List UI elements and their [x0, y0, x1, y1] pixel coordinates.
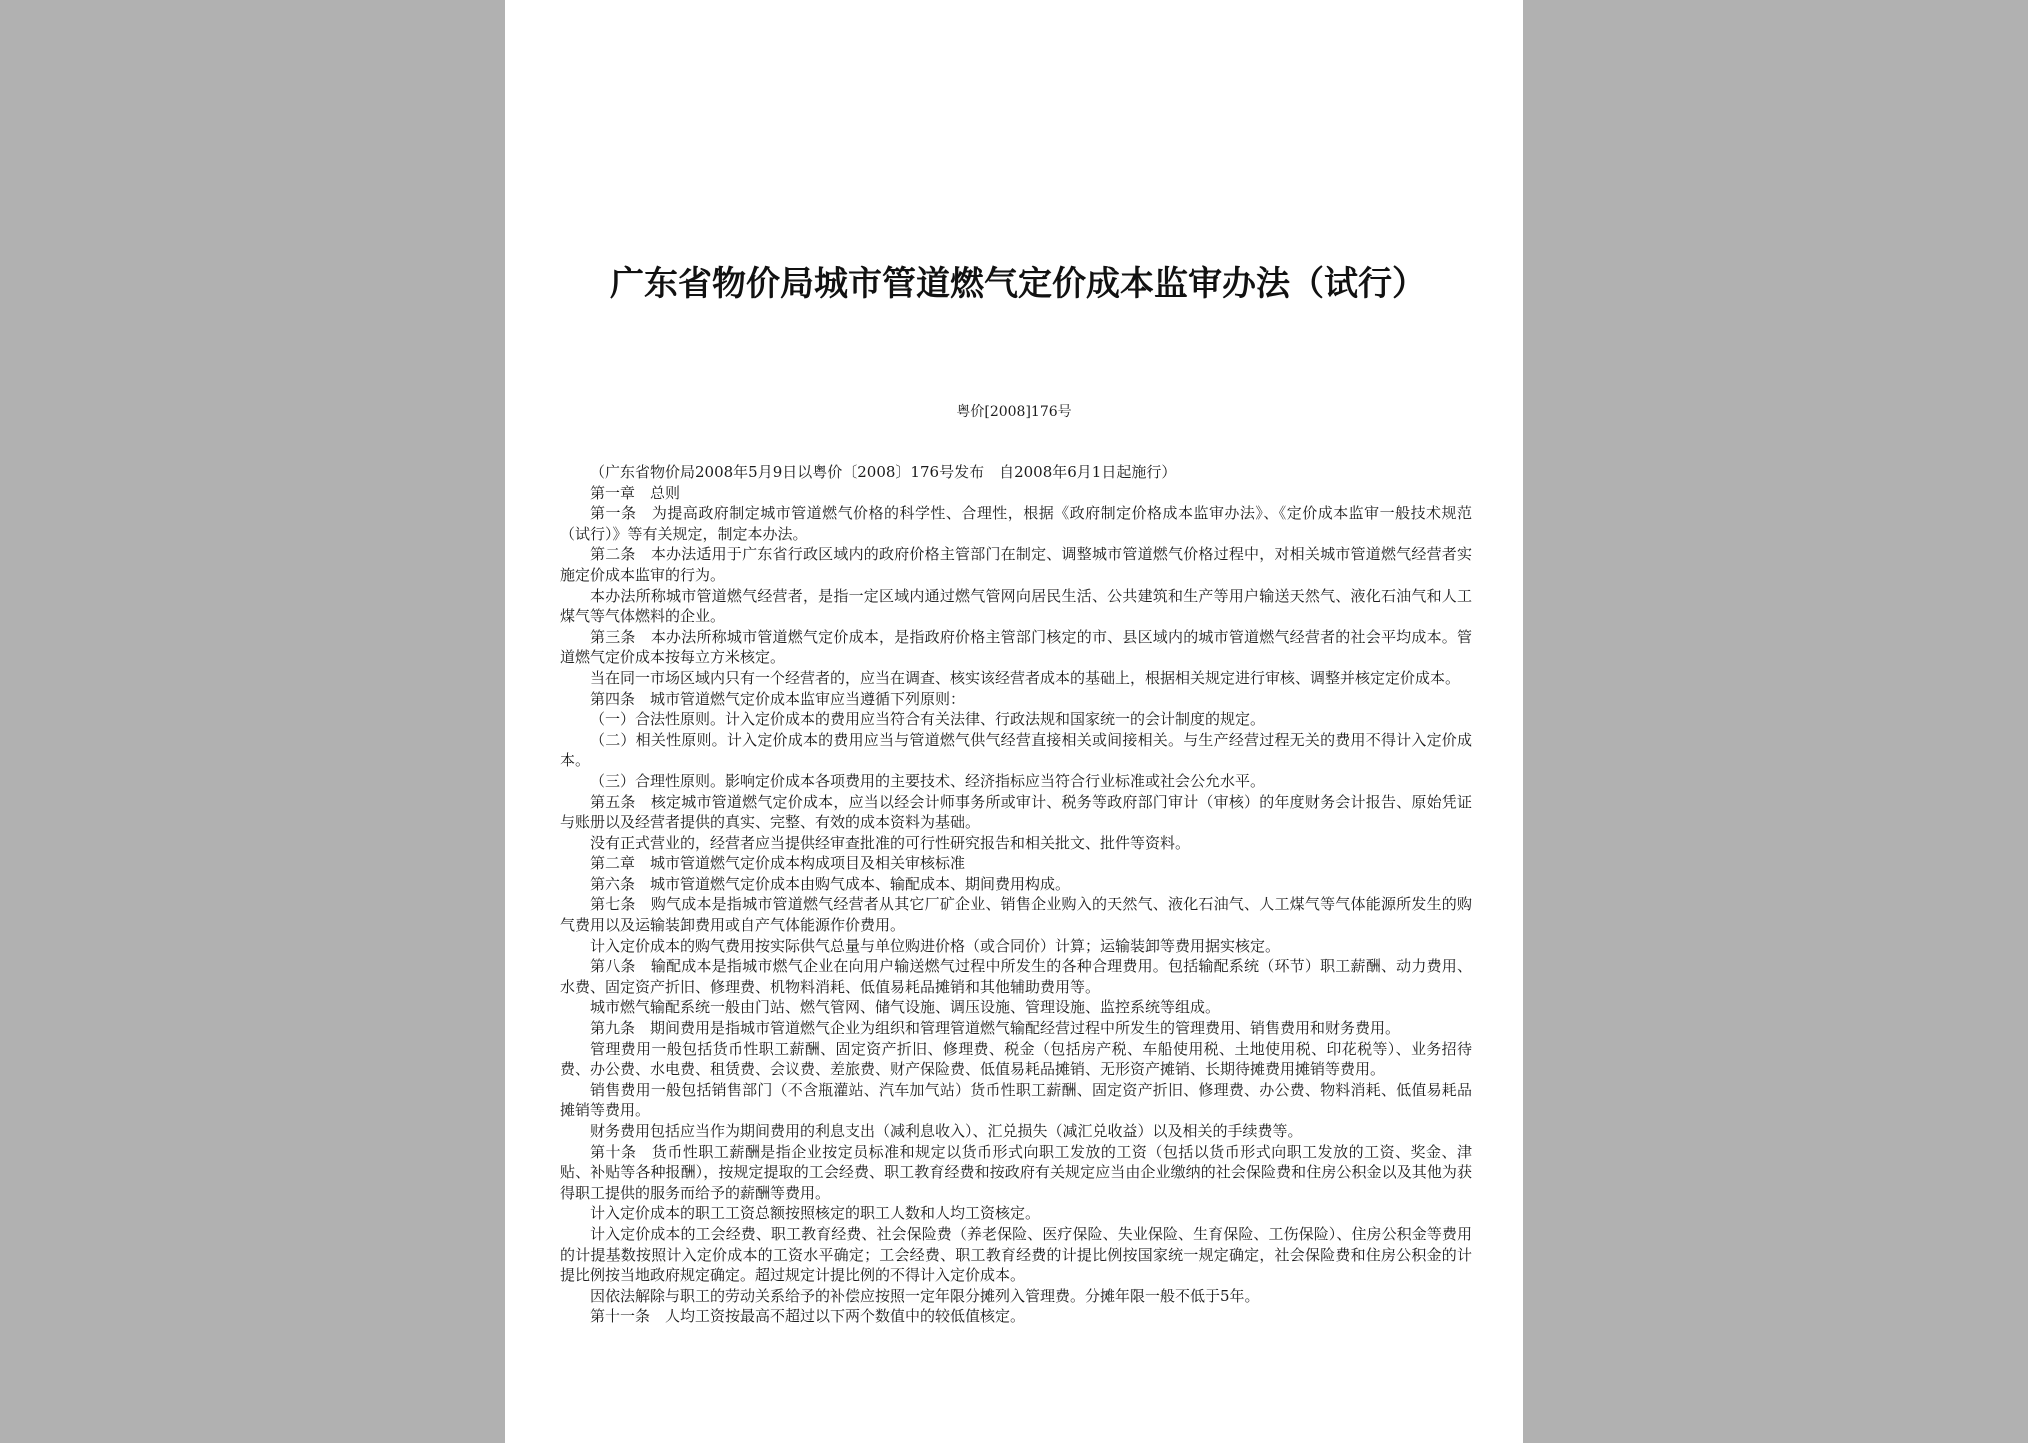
body-paragraph: 第九条 期间费用是指城市管道燃气企业为组织和管理管道燃气输配经营过程中所发生的管理费用、销售费用和财务费用。 — [590, 1019, 1401, 1038]
body-paragraph: 第六条 城市管道燃气定价成本由购气成本、输配成本、期间费用构成。 — [590, 874, 1071, 893]
document-title: 广东省物价局城市管道燃气定价成本监审办法（试行） — [610, 264, 1426, 304]
body-paragraph: 第三条 本办法所称城市管道燃气定价成本，是指政府价格主管部门核定的市、县区域内的城市管道燃气经营者的社会平均成本。管道燃气定价成本按每立方米核定。 — [560, 627, 1472, 667]
body-paragraph: 计入定价成本的购气费用按实际供气总量与单位购进价格（或合同价）计算；运输装卸等费用据实核定。 — [590, 936, 1281, 955]
document-body — [560, 462, 1472, 1327]
body-paragraph: 计入定价成本的工会经费、职工教育经费、社会保险费（养老保险、医疗保险、失业保险、生育保险、工伤保险）、住房公积金等费用的计提基数按照计入定价成本的工资水平确定；工会经费、职工教育经费的计提比例按国家统一规定确定，社会保险费和住房公积金的计提比例按当地政府规定确定。超过规定计提比例的不得计入定价成本。 — [560, 1224, 1472, 1285]
body-paragraph: （二）相关性原则。计入定价成本的费用应当与管道燃气供气经营直接相关或间接相关。与生产经营过程无关的费用不得计入定价成本。 — [560, 730, 1472, 770]
body-paragraph: 没有正式营业的，经营者应当提供经审查批准的可行性研究报告和相关批文、批件等资料。 — [590, 833, 1191, 852]
body-paragraph: 城市燃气输配系统一般由门站、燃气管网、储气设施、调压设施、管理设施、监控系统等组成。 — [590, 998, 1221, 1017]
body-paragraph: 第十一条 人均工资按最高不超过以下两个数值中的较低值核定。 — [590, 1307, 1026, 1326]
body-paragraph: 第七条 购气成本是指城市管道燃气经营者从其它厂矿企业、销售企业购入的天然气、液化石油气、人工煤气等气体能源所发生的购气费用以及运输装卸费用或自产气体能源作价费用。 — [560, 895, 1472, 935]
body-paragraph: （三）合理性原则。影响定价成本各项费用的主要技术、经济指标应当符合行业标准或社会公允水平。 — [590, 771, 1266, 790]
body-paragraph: 因依法解除与职工的劳动关系给予的补偿应按照一定年限分摊列入管理费。分摊年限一般不低于5年。 — [590, 1286, 1260, 1305]
body-paragraph: 管理费用一般包括货币性职工薪酬、固定资产折旧、修理费、税金（包括房产税、车船使用税、土地使用税、印花税等）、业务招待费、办公费、水电费、租赁费、会议费、差旅费、财产保险费、低值易耗品摊销、无形资产摊销、长期待摊费用摊销等费用。 — [560, 1039, 1472, 1079]
body-paragraph: 销售费用一般包括销售部门（不含瓶灌站、汽车加气站）货币性职工薪酬、固定资产折旧、修理费、办公费、物料消耗、低值易耗品摊销等费用。 — [560, 1080, 1472, 1120]
body-paragraph: 第一条 为提高政府制定城市管道燃气价格的科学性、合理性，根据《政府制定价格成本监审办法》、《定价成本监审一般技术规范（试行）》等有关规定，制定本办法。 — [560, 504, 1472, 543]
body-paragraph: （广东省物价局2008年5月9日以粤价〔2008〕176号发布 自2008年6月1日起施行） — [590, 463, 1177, 481]
body-paragraph: 第一章 总则 — [590, 483, 681, 502]
body-paragraph: 第五条 核定城市管道燃气定价成本，应当以经会计师事务所或审计、税务等政府部门审计（审核）的年度财务会计报告、原始凭证与账册以及经营者提供的真实、完整、有效的成本资料为基础。 — [560, 792, 1472, 832]
body-paragraph: 第八条 输配成本是指城市燃气企业在向用户输送燃气过程中所发生的各种合理费用。包括输配系统（环节）职工薪酬、动力费用、水费、固定资产折旧、修理费、机物料消耗、低值易耗品摊销和其他辅助费用等。 — [560, 957, 1472, 996]
body-paragraph: 当在同一市场区域内只有一个经营者的，应当在调查、核实该经营者成本的基础上，根据相关规定进行审核、调整并核定定价成本。 — [590, 668, 1461, 687]
body-paragraph: 第二章 城市管道燃气定价成本构成项目及相关审核标准 — [590, 854, 966, 873]
body-paragraph: 财务费用包括应当作为期间费用的利息支出（减利息收入）、汇兑损失（减汇兑收益）以及相关的手续费等。 — [590, 1122, 1303, 1140]
body-paragraph: 第十条 货币性职工薪酬是指企业按定员标准和规定以货币形式向职工发放的工资（包括以货币形式向职工发放的工资、奖金、津贴、补贴等各种报酬），按规定提取的工会经费、职工教育经费和按政府有关规定应当由企业缴纳的社会保险费和住房公积金以及其他为获得职工提供的服务而给予的薪酬等费用。 — [560, 1142, 1472, 1202]
body-paragraph: 第二条 本办法适用于广东省行政区域内的政府价格主管部门在制定、调整城市管道燃气价格过程中，对相关城市管道燃气经营者实施定价成本监审的行为。 — [560, 545, 1472, 584]
body-paragraph: （一）合法性原则。计入定价成本的费用应当符合有关法律、行政法规和国家统一的会计制度的规定。 — [590, 710, 1266, 729]
body-paragraph: 第四条 城市管道燃气定价成本监审应当遵循下列原则： — [590, 689, 966, 708]
body-paragraph: 本办法所称城市管道燃气经营者，是指一定区域内通过燃气管网向居民生活、公共建筑和生产等用户输送天然气、液化石油气和人工煤气等气体燃料的企业。 — [560, 586, 1472, 626]
document-page — [505, 0, 1523, 1443]
document-number: 粤价[2008]176号 — [956, 404, 1072, 420]
body-paragraph: 计入定价成本的职工工资总额按照核定的职工人数和人均工资核定。 — [590, 1204, 1041, 1223]
